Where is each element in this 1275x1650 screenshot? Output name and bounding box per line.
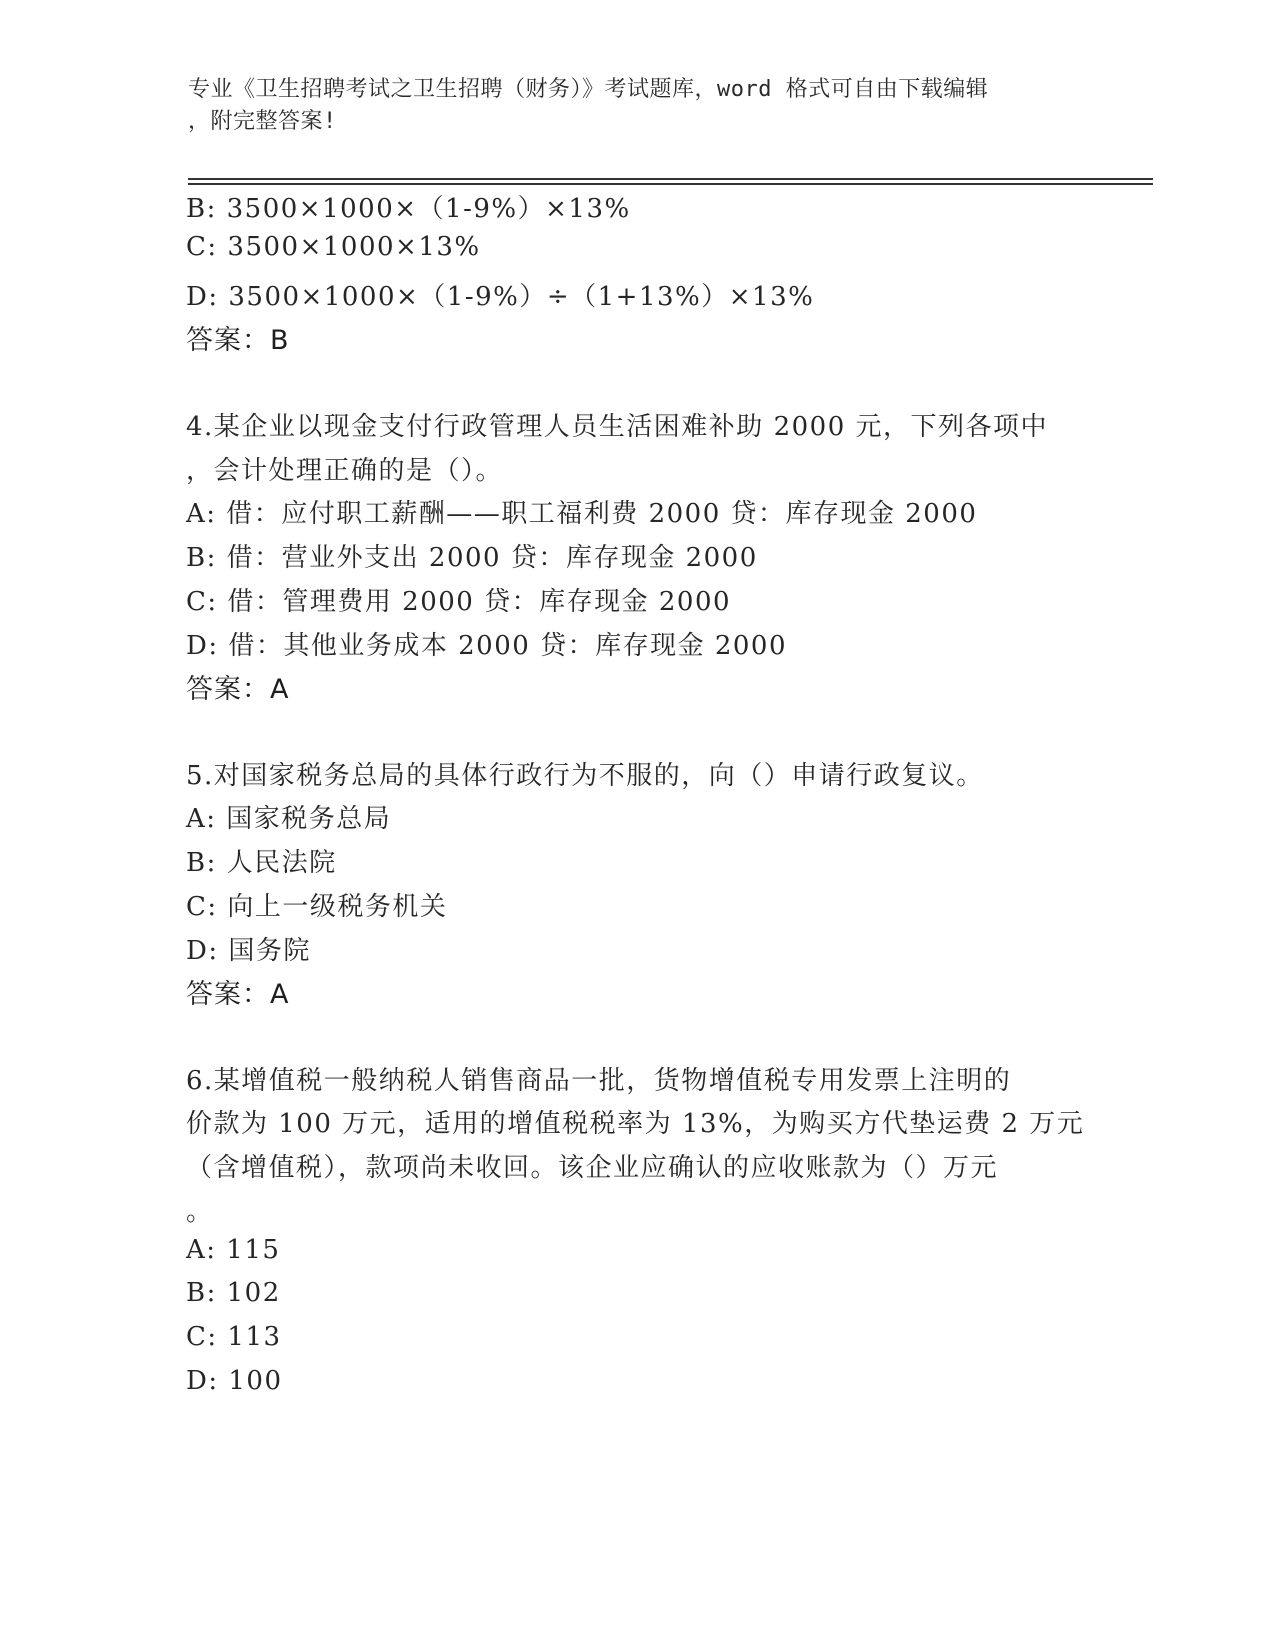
q4-option-c: C: 借：管理费用 2000 贷：库存现金 2000 xyxy=(186,587,732,617)
q3-option-b: B: 3500×1000×（1-9%）×13% xyxy=(186,194,631,224)
header-rule-top xyxy=(188,178,1153,180)
q3-option-d: D: 3500×1000×（1-9%）÷（1+13%）×13% xyxy=(186,282,815,312)
q5-option-c: C: 向上一级税务机关 xyxy=(186,892,448,922)
q4-option-b: B: 借：营业外支出 2000 贷：库存现金 2000 xyxy=(186,543,758,573)
q6-stem-line-2: 价款为 100 万元，适用的增值税税率为 13%，为购买方代垫运费 2 万元 xyxy=(186,1109,1085,1139)
q5-stem-line-1: 5.对国家税务总局的具体行政行为不服的，向（）申请行政复议。 xyxy=(186,761,984,791)
q6-stem-line-4: 。 xyxy=(186,1197,214,1227)
header-line-1: 专业《卫生招聘考试之卫生招聘（财务）》考试题库，word 格式可自由下载编辑 xyxy=(188,77,989,102)
header-rule-bottom xyxy=(188,183,1153,185)
header-line-2: ，附完整答案! xyxy=(188,109,337,134)
q4-stem-line-1: 4.某企业以现金支付行政管理人员生活困难补助 2000 元，下列各项中 xyxy=(186,412,1049,442)
q5-option-a: A: 国家税务总局 xyxy=(186,804,392,834)
q4-option-d: D: 借：其他业务成本 2000 贷：库存现金 2000 xyxy=(186,631,788,661)
q5-answer: 答案：A xyxy=(186,979,290,1010)
q5-option-b: B: 人民法院 xyxy=(186,848,337,878)
q4-stem-line-2: ，会计处理正确的是（）。 xyxy=(186,456,504,486)
q5-option-d: D: 国务院 xyxy=(186,936,311,966)
q3-option-c: C: 3500×1000×13% xyxy=(186,232,481,262)
q6-option-d: D: 100 xyxy=(186,1366,283,1396)
q6-option-c: C: 113 xyxy=(186,1322,282,1352)
document-header xyxy=(188,74,1108,138)
q6-option-a: A: 115 xyxy=(186,1235,281,1265)
q4-answer: 答案：A xyxy=(186,674,290,705)
q3-answer: 答案：B xyxy=(186,325,290,356)
q6-stem-line-3: （含增值税），款项尚未收回。该企业应确认的应收账款为（）万元 xyxy=(186,1153,999,1183)
q6-option-b: B: 102 xyxy=(186,1278,281,1308)
q4-option-a: A: 借：应付职工薪酬——职工福利费 2000 贷：库存现金 2000 xyxy=(186,499,978,529)
q6-stem-line-1: 6.某增值税一般纳税人销售商品一批，货物增值税专用发票上注明的 xyxy=(186,1066,1012,1096)
